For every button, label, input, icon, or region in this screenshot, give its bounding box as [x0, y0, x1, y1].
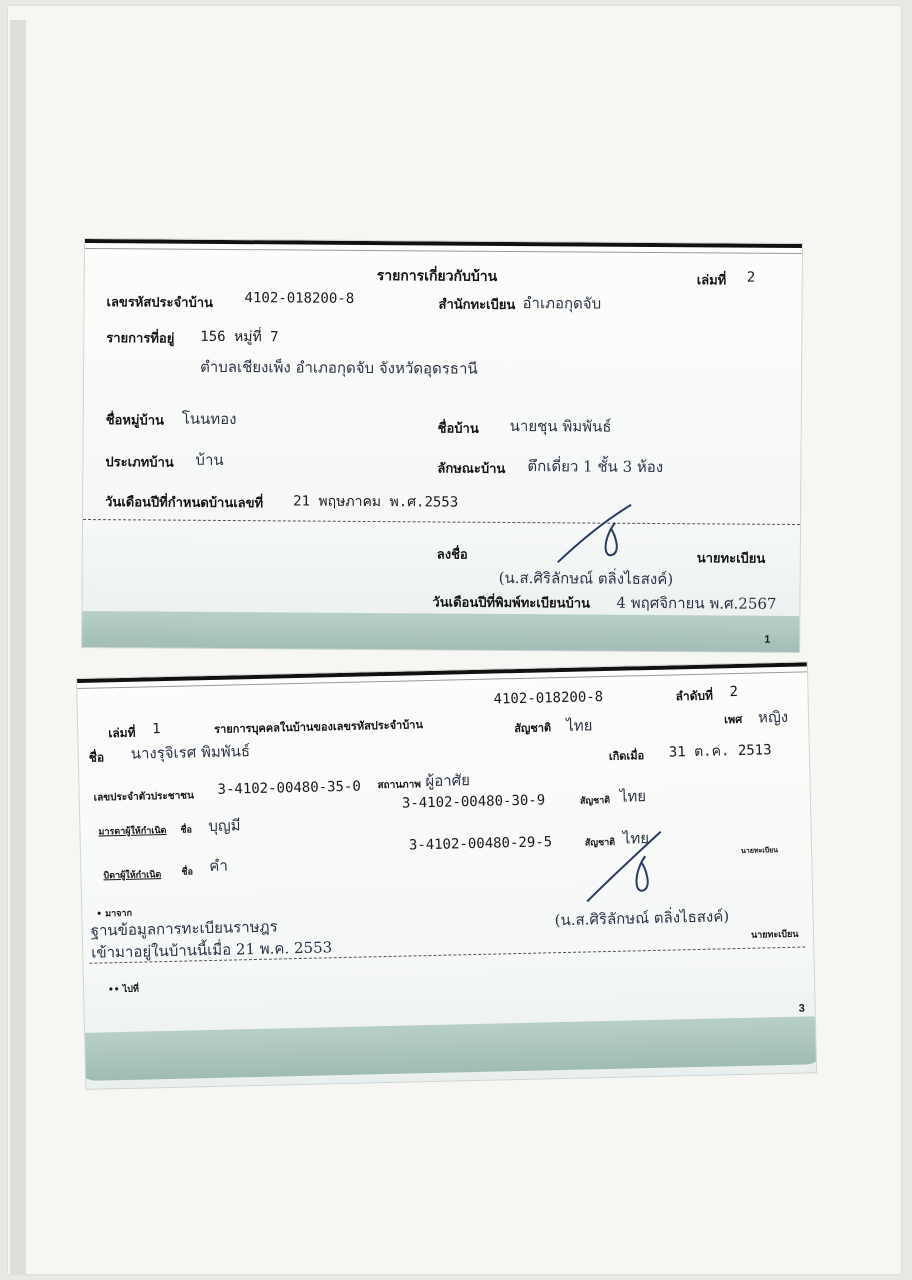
house-style-label: ลักษณะบ้าน — [437, 461, 506, 477]
house-style: ตึกเดี่ยว 1 ชั้น 3 ห้อง — [527, 457, 664, 477]
office: อำเภอกุดจับ — [522, 294, 602, 313]
father-label: บิดาผู้ให้กำเนิด — [103, 870, 162, 882]
id-label: เลขประจำตัวประชาชน — [93, 790, 195, 804]
assigned-date: 21 พฤษภาคม พ.ศ.2553 — [293, 493, 459, 511]
father-nationality-label: สัญชาติ — [584, 837, 616, 849]
registrar-signature — [553, 498, 643, 569]
nationality: ไทย — [566, 716, 593, 735]
address-line2: ตำบลเชียงเพ็ง อำเภอกุดจับ จังหวัดอุดรธานี — [200, 357, 478, 378]
mother-name: บุญมี — [208, 816, 241, 836]
moved-in-text: เข้ามาอยู่ในบ้านนี้เมื่อ 21 พ.ค. 2553 — [91, 938, 333, 962]
print-date-label: วันเดือนปีที่พิมพ์ทะเบียนบ้าน — [432, 595, 591, 612]
from-label: • มาจาก — [96, 908, 133, 920]
father-name: คำ — [209, 856, 228, 876]
father-id: 3-4102-00480-29-5 — [408, 834, 553, 854]
person-book-no: 1 — [152, 721, 161, 738]
address-label: รายการที่อยู่ — [106, 331, 175, 347]
house-name-label: ชื่อบ้าน — [437, 421, 479, 437]
registrar-signature — [581, 826, 673, 908]
paper-edge — [10, 20, 26, 1275]
father-name-label: ชื่อ — [181, 867, 194, 878]
father-nationality: ไทย — [622, 829, 650, 848]
order-label: ลำดับที่ — [675, 688, 714, 704]
village-label: ชื่อหมู่บ้าน — [105, 413, 164, 429]
house-book-no: 2 — [746, 269, 756, 286]
birth-label: เกิดเมื่อ — [608, 749, 645, 763]
office-label: สำนักทะเบียน — [438, 297, 516, 314]
person-name: นางรุจิเรศ พิมพันธ์ — [130, 742, 251, 763]
village: โนนทอง — [181, 409, 237, 429]
from-text: ฐานข้อมูลการทะเบียนราษฎร — [90, 917, 278, 940]
mother-nationality-label: สัญชาติ — [579, 795, 611, 807]
sex: หญิง — [757, 707, 789, 727]
house-code-label: เลขรหัสประจำบ้าน — [106, 295, 213, 311]
mother-nationality: ไทย — [619, 787, 647, 806]
house-page-number: 1 — [764, 633, 771, 646]
registrar-label: นายทะเบียน — [696, 551, 766, 567]
sex-label: เพศ — [723, 712, 743, 727]
nationality-label: สัญชาติ — [514, 721, 552, 736]
status-label: สถานภาพ — [377, 779, 422, 792]
person-book-label: เล่มที่ — [108, 725, 136, 741]
house-title: รายการเกี่ยวกับบ้าน — [376, 268, 498, 285]
house-book-label: เล่มที่ — [696, 273, 727, 289]
person-registrar-name: (น.ส.ศิริลักษณ์ ตลิ่งไธสงค์) — [554, 907, 730, 930]
person-page-number: 3 — [798, 1002, 805, 1015]
person-card-footer-band — [76, 1016, 817, 1081]
house-name: นายชุน พิมพันธ์ — [509, 416, 612, 436]
mother-name-label: ชื่อ — [180, 825, 193, 836]
sign-label: ลงชื่อ — [436, 547, 468, 563]
house-divider — [83, 519, 800, 525]
status: ผู้อาศัย — [425, 771, 471, 791]
registrar-label-top: นายทะเบียน — [741, 846, 779, 855]
birth-date: 31 ต.ค. 2513 — [668, 742, 772, 761]
registrar-name: (น.ส.ศิริลักษณ์ ตลิ่งไธสงค์) — [498, 568, 674, 589]
card-top-rule-thin — [85, 248, 802, 254]
person-house-code: 4102-018200-8 — [493, 689, 604, 708]
house-type: บ้าน — [195, 450, 224, 469]
id-no: 3-4102-00480-35-0 — [217, 778, 362, 798]
name-label: ชื่อ — [88, 750, 105, 765]
mother-id: 3-4102-00480-30-9 — [401, 792, 546, 812]
person-list-label: รายการบุคคลในบ้านของเลขรหัสประจำบ้าน — [214, 718, 424, 736]
order-no: 2 — [729, 683, 739, 701]
address-line1: 156 หมู่ที่ 7 — [200, 328, 279, 346]
house-type-label: ประเภทบ้าน — [105, 455, 174, 471]
assigned-date-label: วันเดือนปีที่กำหนดบ้านเลขที่ — [105, 495, 264, 512]
house-details-card — [81, 238, 803, 653]
house-card-footer-band — [81, 611, 803, 653]
person-details-card — [76, 661, 817, 1090]
mother-label: มารดาผู้ให้กำเนิด — [98, 825, 167, 838]
person-registrar-label: นายทะเบียน — [750, 929, 799, 941]
house-code: 4102-018200-8 — [244, 290, 355, 307]
to-label: •• ไปที่ — [107, 984, 140, 996]
print-date: 4 พฤศจิกายน พ.ศ.2567 — [616, 593, 777, 613]
